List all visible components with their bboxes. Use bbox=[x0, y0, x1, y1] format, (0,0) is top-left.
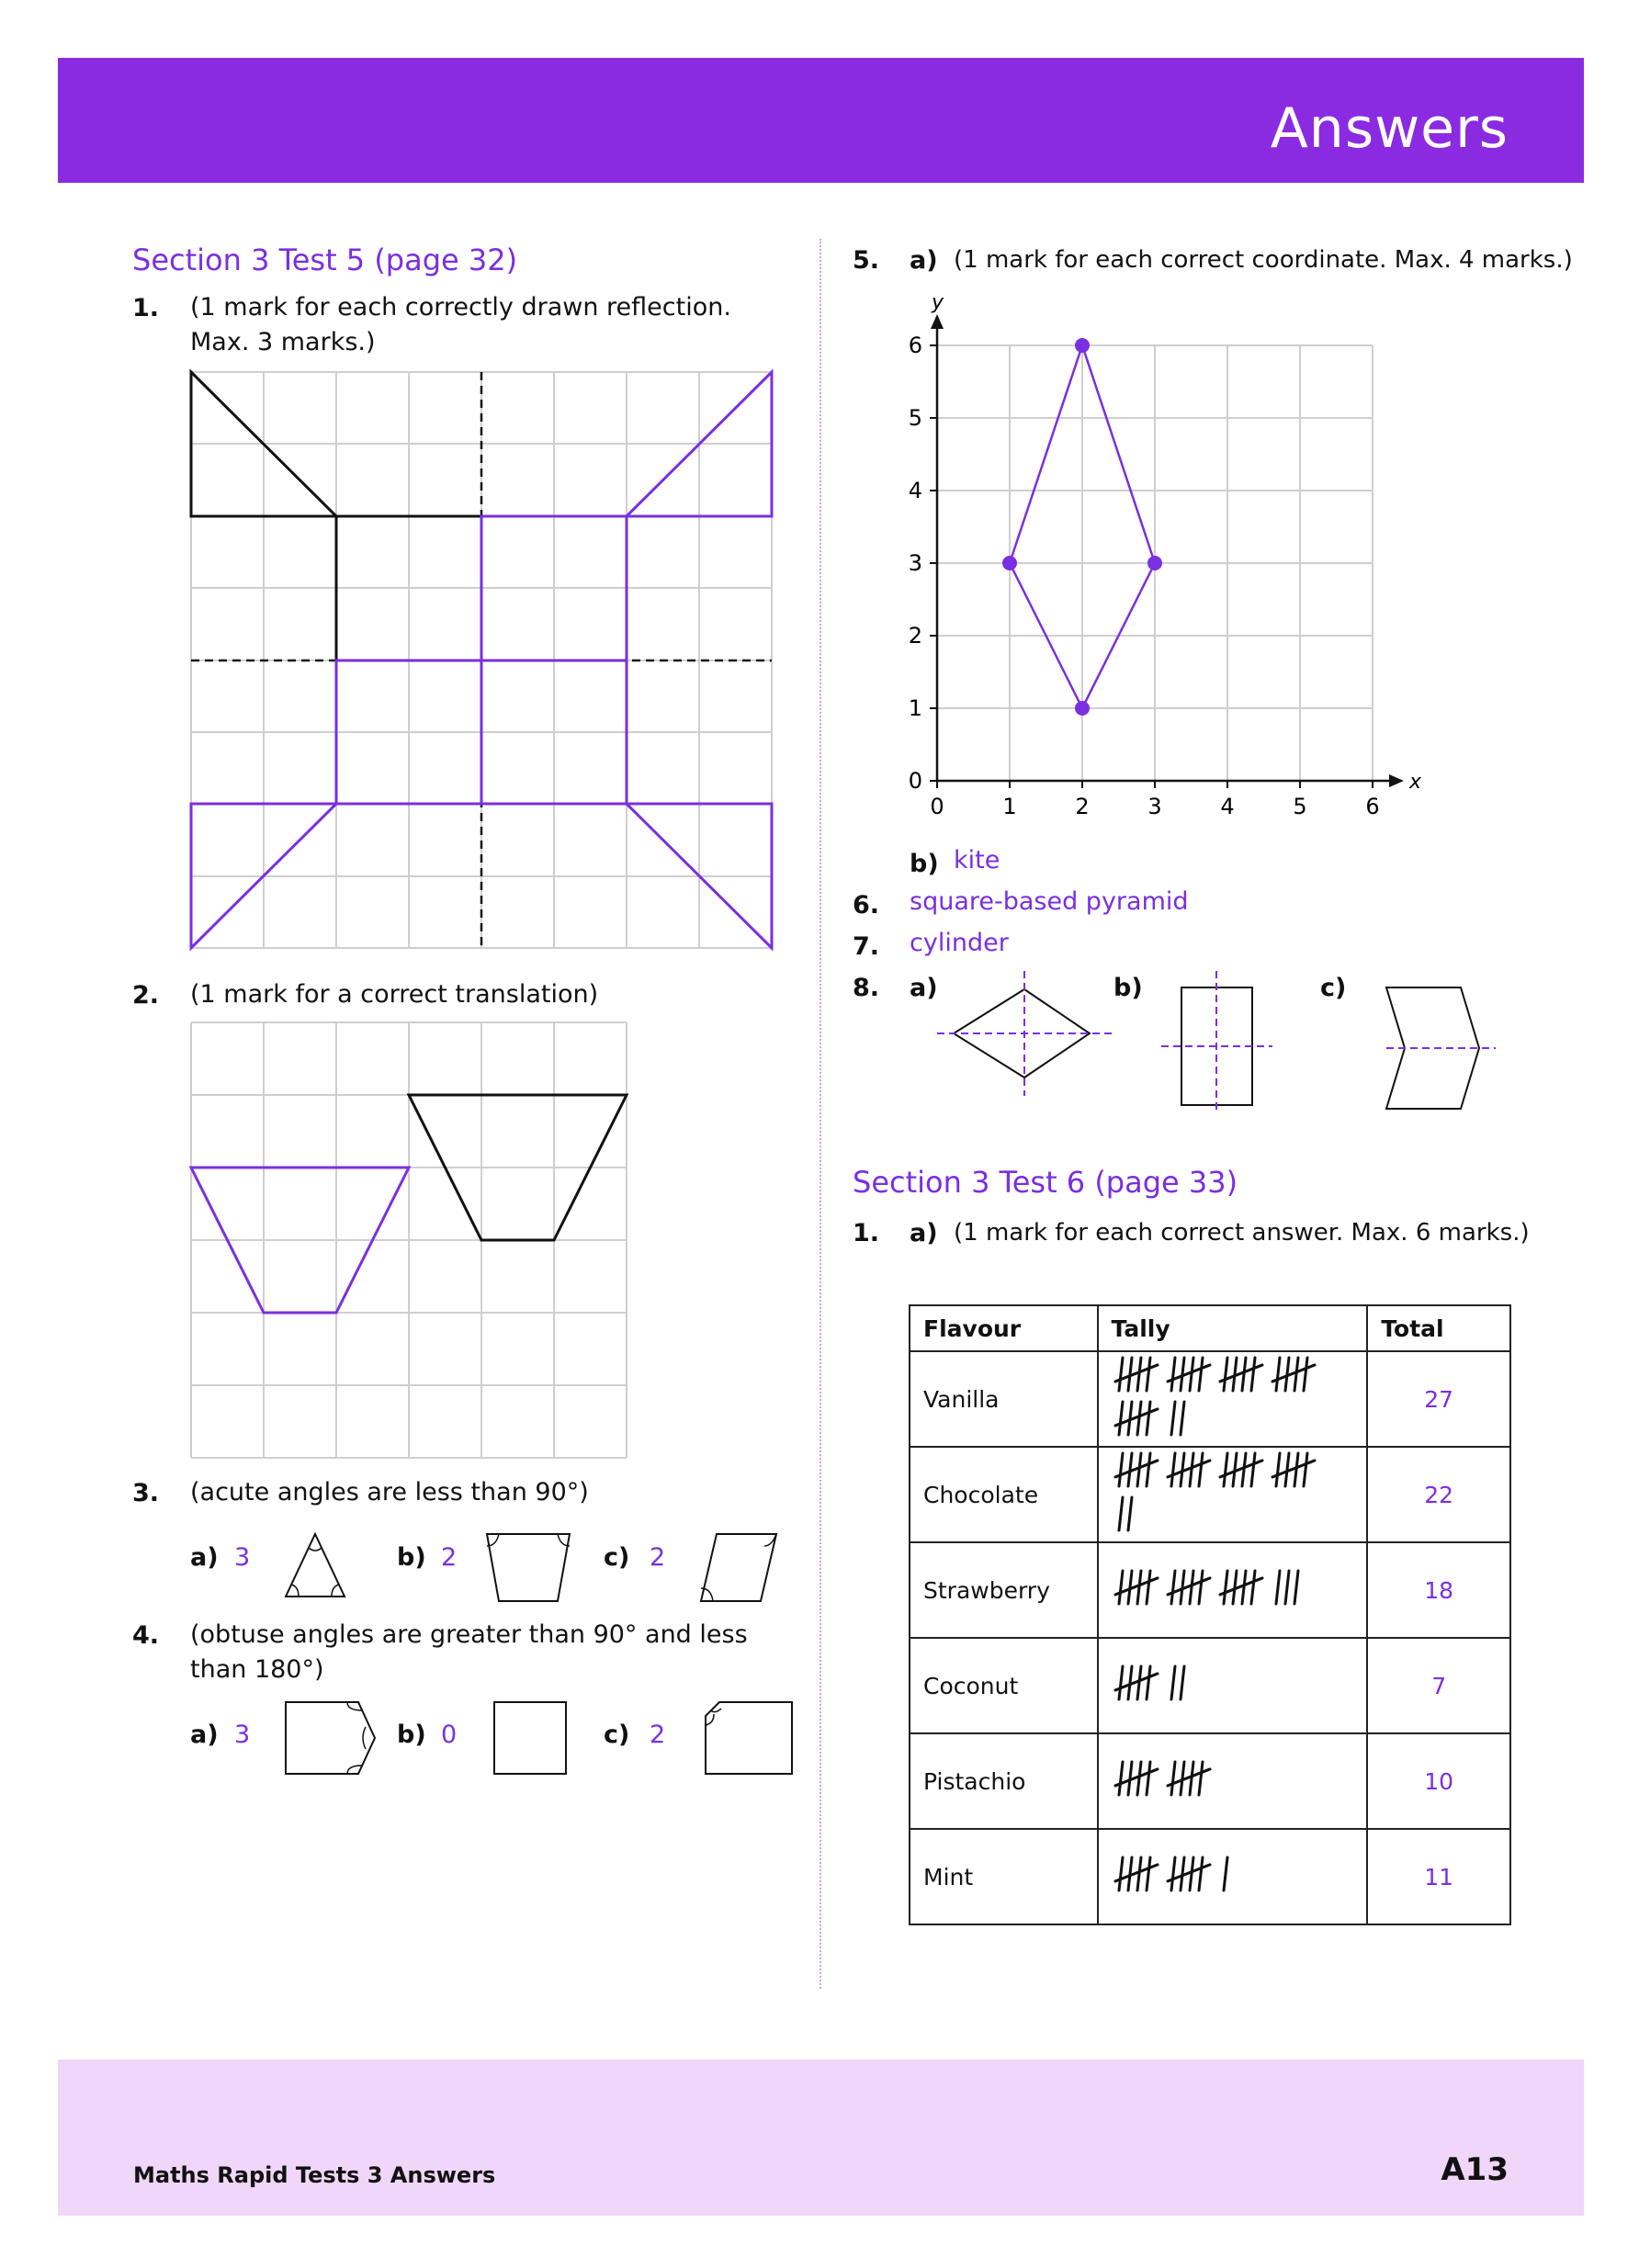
tally-stroke bbox=[1181, 1402, 1184, 1435]
q3a-answer: 3 bbox=[234, 1543, 251, 1572]
total-cell: 22 bbox=[1367, 1447, 1510, 1542]
tally-stroke bbox=[1242, 1358, 1246, 1391]
tally-stroke bbox=[1147, 1453, 1150, 1486]
total-cell: 7 bbox=[1367, 1638, 1510, 1733]
header-tally: Tally bbox=[1098, 1305, 1368, 1351]
tally-stroke bbox=[1199, 1857, 1203, 1890]
y-tick-label: 0 bbox=[908, 768, 922, 794]
q3c-label: c) bbox=[604, 1543, 630, 1572]
q5a-label: a) bbox=[910, 246, 938, 275]
flavour-cell: Vanilla bbox=[910, 1351, 1098, 1447]
tally-stroke bbox=[1119, 1666, 1123, 1699]
q3b-answer: 2 bbox=[441, 1543, 458, 1572]
data-point bbox=[1147, 556, 1162, 570]
x-tick-label: 6 bbox=[1365, 794, 1380, 819]
flavour-cell: Chocolate bbox=[910, 1447, 1098, 1542]
table-row bbox=[910, 1351, 1510, 1447]
tally-stroke bbox=[1171, 1453, 1175, 1486]
tally-stroke bbox=[1147, 1857, 1150, 1890]
tally-stroke bbox=[1119, 1402, 1123, 1435]
table-header-row bbox=[910, 1305, 1510, 1351]
q2-text: (1 mark for a correct translation) bbox=[190, 980, 599, 1009]
triangle-acute-angles bbox=[280, 1529, 349, 1603]
x-tick-labels bbox=[930, 781, 1379, 819]
q8-number: 8. bbox=[853, 974, 880, 1002]
tally-stroke bbox=[1171, 1857, 1175, 1890]
trapezium-acute-angles bbox=[482, 1529, 574, 1608]
tally-stroke bbox=[1199, 1453, 1203, 1486]
tally-stroke bbox=[1147, 1402, 1150, 1435]
q1-number: 1. bbox=[132, 294, 160, 322]
table-row bbox=[910, 1829, 1510, 1924]
q5a-text: (1 mark for each correct coordinate. Max. 4 marks.) bbox=[954, 246, 1573, 274]
y-tick-label: 6 bbox=[908, 333, 922, 358]
t6q1-number: 1. bbox=[853, 1219, 880, 1247]
footer-page-number: A13 bbox=[1441, 2151, 1509, 2188]
tally-stroke bbox=[1224, 1571, 1227, 1604]
tally-cell bbox=[1098, 1733, 1368, 1829]
tally-stroke bbox=[1242, 1571, 1246, 1604]
tally-stroke bbox=[1304, 1358, 1307, 1391]
tally-stroke bbox=[1119, 1571, 1123, 1604]
q4b-label: b) bbox=[397, 1721, 426, 1749]
tally-stroke bbox=[1224, 1358, 1227, 1391]
chevron-line-of-symmetry bbox=[1373, 978, 1498, 1116]
footer-book-title: Maths Rapid Tests 3 Answers bbox=[133, 2162, 496, 2188]
tally-stroke bbox=[1276, 1571, 1280, 1604]
y-axis-arrow bbox=[931, 314, 944, 329]
tally-stroke bbox=[1147, 1358, 1150, 1391]
tally-cell bbox=[1098, 1447, 1368, 1542]
data-point bbox=[1075, 338, 1090, 353]
tally-stroke bbox=[1181, 1666, 1184, 1699]
tally-stroke bbox=[1224, 1857, 1227, 1890]
tally-stroke bbox=[1276, 1358, 1280, 1391]
tally-cell bbox=[1098, 1638, 1368, 1733]
tally-stroke bbox=[1242, 1453, 1246, 1486]
tally-stroke bbox=[1119, 1358, 1123, 1391]
flavour-cell: Mint bbox=[910, 1829, 1098, 1924]
x-tick-label: 4 bbox=[1220, 794, 1235, 819]
tally-stroke bbox=[1171, 1666, 1175, 1699]
y-tick-label: 1 bbox=[908, 695, 922, 721]
pentagon-obtuse-angles bbox=[283, 1699, 379, 1777]
tally-stroke bbox=[1251, 1358, 1255, 1391]
q3c-answer: 2 bbox=[650, 1543, 666, 1572]
q3b-label: b) bbox=[397, 1543, 426, 1572]
total-cell: 18 bbox=[1367, 1542, 1510, 1638]
x-tick-label: 3 bbox=[1147, 794, 1162, 819]
tally-stroke bbox=[1285, 1571, 1289, 1604]
q3-number: 3. bbox=[132, 1479, 160, 1507]
q2-number: 2. bbox=[132, 981, 160, 1010]
flavour-cell: Pistachio bbox=[910, 1733, 1098, 1829]
tally-stroke bbox=[1190, 1453, 1193, 1486]
q5-number: 5. bbox=[853, 246, 880, 275]
reflection-grid bbox=[184, 363, 781, 955]
translation-grid bbox=[184, 1015, 634, 1465]
tally-marks bbox=[1112, 1352, 1351, 1440]
q1-text: (1 mark for each correctly drawn reflection. Max. 3 marks.) bbox=[190, 293, 731, 356]
tally-stroke bbox=[1251, 1571, 1255, 1604]
header-total: Total bbox=[1367, 1305, 1510, 1351]
x-tick-label: 0 bbox=[930, 794, 944, 819]
q4b-answer: 0 bbox=[441, 1721, 458, 1749]
tally-stroke bbox=[1171, 1571, 1175, 1604]
table-row bbox=[910, 1542, 1510, 1638]
tally-stroke bbox=[1190, 1571, 1193, 1604]
tally-stroke bbox=[1119, 1453, 1123, 1486]
tally-stroke bbox=[1251, 1453, 1255, 1486]
q4-text: (obtuse angles are greater than 90° and less than 180°) bbox=[190, 1620, 748, 1684]
q4a-label: a) bbox=[190, 1721, 219, 1749]
tally-stroke bbox=[1137, 1402, 1141, 1435]
total-cell: 10 bbox=[1367, 1733, 1510, 1829]
x-axis-label: x bbox=[1409, 771, 1422, 794]
q4a-answer: 3 bbox=[234, 1721, 251, 1749]
tally-stroke bbox=[1199, 1762, 1203, 1795]
tally-stroke bbox=[1147, 1762, 1150, 1795]
header-banner bbox=[58, 58, 1584, 183]
tally-stroke bbox=[1171, 1358, 1175, 1391]
tally-stroke bbox=[1119, 1497, 1123, 1530]
y-tick-labels bbox=[909, 333, 937, 794]
q4c-label: c) bbox=[604, 1721, 630, 1749]
q3a-label: a) bbox=[190, 1543, 219, 1572]
q4c-answer: 2 bbox=[650, 1721, 666, 1749]
q7-number: 7. bbox=[853, 932, 880, 961]
q4-number: 4. bbox=[132, 1621, 160, 1650]
grid-lines bbox=[191, 1022, 627, 1458]
tally-stroke bbox=[1137, 1571, 1141, 1604]
tally-stroke bbox=[1294, 1453, 1298, 1486]
y-tick-label: 3 bbox=[908, 550, 922, 576]
x-axis-arrow bbox=[1389, 774, 1404, 787]
tally-stroke bbox=[1276, 1453, 1280, 1486]
x-tick-label: 5 bbox=[1293, 794, 1307, 819]
tally-stroke bbox=[1294, 1571, 1298, 1604]
t6q1a-text: (1 mark for each correct answer. Max. 6 marks.) bbox=[954, 1219, 1530, 1247]
tally-stroke bbox=[1137, 1358, 1141, 1391]
square-no-obtuse-angles bbox=[492, 1699, 570, 1777]
tally-stroke bbox=[1190, 1358, 1193, 1391]
tally-marks bbox=[1112, 1543, 1351, 1631]
tally-stroke bbox=[1119, 1857, 1123, 1890]
tally-stroke bbox=[1304, 1453, 1307, 1486]
total-cell: 11 bbox=[1367, 1829, 1510, 1924]
tally-stroke bbox=[1171, 1402, 1175, 1435]
q5b-label: b) bbox=[910, 850, 939, 878]
tally-stroke bbox=[1137, 1857, 1141, 1890]
tally-marks bbox=[1112, 1830, 1351, 1918]
tally-table bbox=[909, 1304, 1511, 1925]
coordinate-grid-chart bbox=[896, 280, 1429, 822]
x-tick-label: 2 bbox=[1075, 794, 1090, 819]
tally-stroke bbox=[1147, 1666, 1150, 1699]
t6q1a-label: a) bbox=[910, 1219, 938, 1247]
tally-stroke bbox=[1128, 1497, 1132, 1530]
tally-cell bbox=[1098, 1351, 1368, 1447]
header-flavour: Flavour bbox=[910, 1305, 1098, 1351]
section-title-test5: Section 3 Test 5 (page 32) bbox=[132, 243, 518, 277]
q6-answer: square-based pyramid bbox=[910, 887, 1189, 916]
footer-band bbox=[58, 2059, 1584, 2216]
tally-stroke bbox=[1119, 1762, 1123, 1795]
tally-cell bbox=[1098, 1542, 1368, 1638]
tally-stroke bbox=[1137, 1666, 1141, 1699]
q8c-label: c) bbox=[1320, 974, 1347, 1002]
section-title-test6: Section 3 Test 6 (page 33) bbox=[853, 1165, 1238, 1200]
page-title: Answers bbox=[1270, 96, 1509, 161]
q8a-label: a) bbox=[910, 974, 938, 1002]
y-tick-label: 4 bbox=[908, 478, 922, 503]
q5b-answer: kite bbox=[954, 846, 1000, 874]
x-tick-label: 1 bbox=[1002, 794, 1017, 819]
tally-stroke bbox=[1190, 1762, 1193, 1795]
table-row bbox=[910, 1447, 1510, 1542]
q7-answer: cylinder bbox=[910, 929, 1009, 957]
tally-stroke bbox=[1199, 1358, 1203, 1391]
tally-stroke bbox=[1137, 1762, 1141, 1795]
table-row bbox=[910, 1733, 1510, 1829]
y-tick-label: 2 bbox=[908, 623, 922, 649]
pentagon-two-obtuse-angles bbox=[703, 1699, 795, 1777]
flavour-cell: Strawberry bbox=[910, 1542, 1098, 1638]
table-row bbox=[910, 1638, 1510, 1733]
parallelogram-acute-angles bbox=[698, 1529, 781, 1608]
data-point bbox=[1002, 556, 1017, 570]
data-point bbox=[1075, 701, 1090, 716]
q6-number: 6. bbox=[853, 891, 880, 920]
rhombus-lines-of-symmetry bbox=[935, 969, 1114, 1098]
tally-stroke bbox=[1147, 1571, 1150, 1604]
y-tick-label: 5 bbox=[908, 405, 922, 431]
q3-text: (acute angles are less than 90°) bbox=[190, 1478, 589, 1506]
flavour-cell: Coconut bbox=[910, 1638, 1098, 1733]
tally-marks bbox=[1112, 1639, 1351, 1727]
tally-stroke bbox=[1224, 1453, 1227, 1486]
tally-stroke bbox=[1190, 1857, 1193, 1890]
tally-stroke bbox=[1137, 1453, 1141, 1486]
q8b-label: b) bbox=[1113, 974, 1143, 1002]
y-axis-label: y bbox=[932, 291, 944, 314]
total-cell: 27 bbox=[1367, 1351, 1510, 1447]
tally-stroke bbox=[1199, 1571, 1203, 1604]
tally-marks bbox=[1112, 1448, 1351, 1536]
tally-cell bbox=[1098, 1829, 1368, 1924]
tally-marks bbox=[1112, 1734, 1351, 1822]
rectangle-lines-of-symmetry bbox=[1159, 969, 1274, 1116]
column-divider bbox=[820, 239, 821, 1989]
tally-stroke bbox=[1171, 1762, 1175, 1795]
tally-stroke bbox=[1294, 1358, 1298, 1391]
